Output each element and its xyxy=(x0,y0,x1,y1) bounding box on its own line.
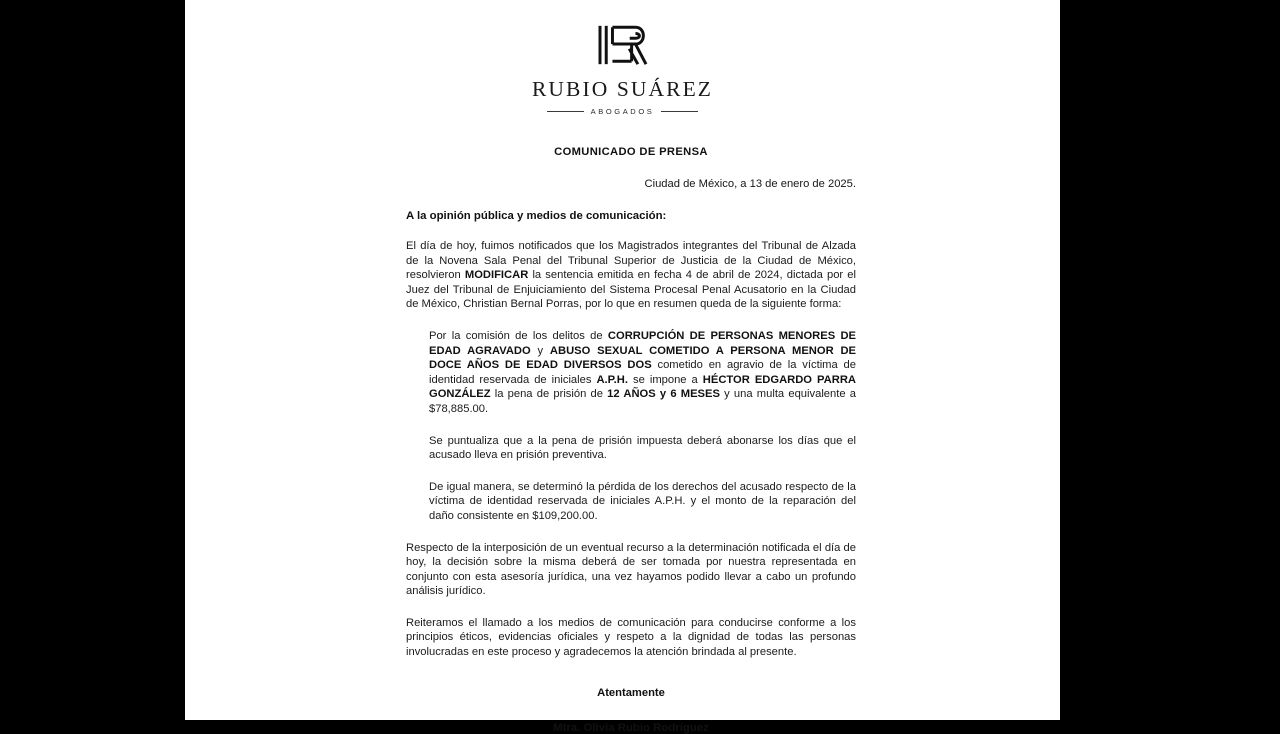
tagline-rule-left xyxy=(547,111,584,112)
tagline-row xyxy=(185,108,1060,116)
paragraph-notification xyxy=(406,239,856,312)
rs-monogram-icon xyxy=(593,22,653,68)
signoff: Atentamente xyxy=(597,686,665,699)
p2-part6: y una multa equivalente a $78,885.00. xyxy=(429,388,856,415)
p2-part3: cometido en agravio de la víctima de identidad reservada de iniciales xyxy=(429,359,856,386)
p2-bold-sentence-length: 12 AÑOS y 6 MESES xyxy=(607,388,720,401)
p2-part4: se impone a xyxy=(627,373,703,386)
document-body xyxy=(389,146,856,734)
p2-bold-defendant-name: HÉCTOR EDGARDO PARRA GONZÁLEZ xyxy=(429,373,856,401)
salutation: A la opinión pública y medios de comunicación: xyxy=(406,210,667,222)
p2-bold-crime-2: ABUSO SEXUAL COMETIDO A PERSONA MENOR DE DOCE AÑOS DE EDAD DIVERSOS DOS xyxy=(429,344,856,372)
paragraph-appeal: Respecto de la interposición de un eventual recurso a la determinación notificada el día de hoy, la decisión sobre la misma deberá de ser tomada por nuestra representada en conjunto con esta asesoría jurídica, una vez hayamos podido llevar a cabo un profundo análisis jurídico. xyxy=(406,541,856,598)
letterbox-left xyxy=(0,0,185,720)
p1-part2: la sentencia emitida en fecha 4 de abril de 2024, dictada por el Juez del Tribunal de Enjuiciamiento del Sistema Procesal Penal Acusatorio en la Ciudad de México, Christian Bernal Porras, por lo que en resumen queda de la siguiente forma: xyxy=(406,269,856,311)
paragraph-preventive-detention: Se puntualiza que a la pena de prisión impuesta deberá abonarse los días que el acusado lleva en prisión preventiva. xyxy=(429,434,856,462)
letterbox-right xyxy=(1060,0,1280,720)
date-line: Ciudad de México, a 13 de enero de 2025. xyxy=(644,178,856,190)
p2-bold-victim-initials: A.P.H. xyxy=(596,373,628,386)
p2-bold-crime-1: CORRUPCIÓN DE PERSONAS MENORES DE EDAD AGRAVADO xyxy=(429,329,856,357)
p2-part5: la pena de prisión de xyxy=(490,388,608,401)
tagline-text: ABOGADOS xyxy=(590,106,655,116)
tagline-rule-right xyxy=(661,111,698,112)
paragraph-media-call: Reiteramos el llamado a los medios de comunicación para conducirse conforme a los principios éticos, evidencias oficiales y respeto a la dignidad de todas las personas involucradas en este proceso y agradecemos la atención brindada al presente. xyxy=(406,616,856,659)
p1-part1: El día de hoy, fuimos notificados que los Magistrados integrantes del Tribunal de Alzada de la Novena Sala Penal del Tribunal Superior de Justicia de la Ciudad de México, resolvieron xyxy=(406,240,856,282)
paragraph-damages: De igual manera, se determinó la pérdida de los derechos del acusado respecto de la víctima de identidad reservada de iniciales A.P.H. y el monto de la reparación del daño consistente en $109,200.00. xyxy=(429,480,856,522)
document-title: COMUNICADO DE PRENSA xyxy=(554,146,708,158)
firm-name: RUBIO SUÁREZ xyxy=(531,77,714,101)
p1-bold-modificar: MODIFICAR xyxy=(464,269,529,282)
document-page xyxy=(185,0,1060,734)
signer-name: Mtra. Olivia Rubio Rodríguez xyxy=(553,721,709,734)
letterhead xyxy=(185,0,1060,115)
p2-part2: y xyxy=(530,344,550,357)
paragraph-sentence-detail xyxy=(429,329,856,417)
p2-part1: Por la comisión de los delitos de xyxy=(429,329,608,342)
